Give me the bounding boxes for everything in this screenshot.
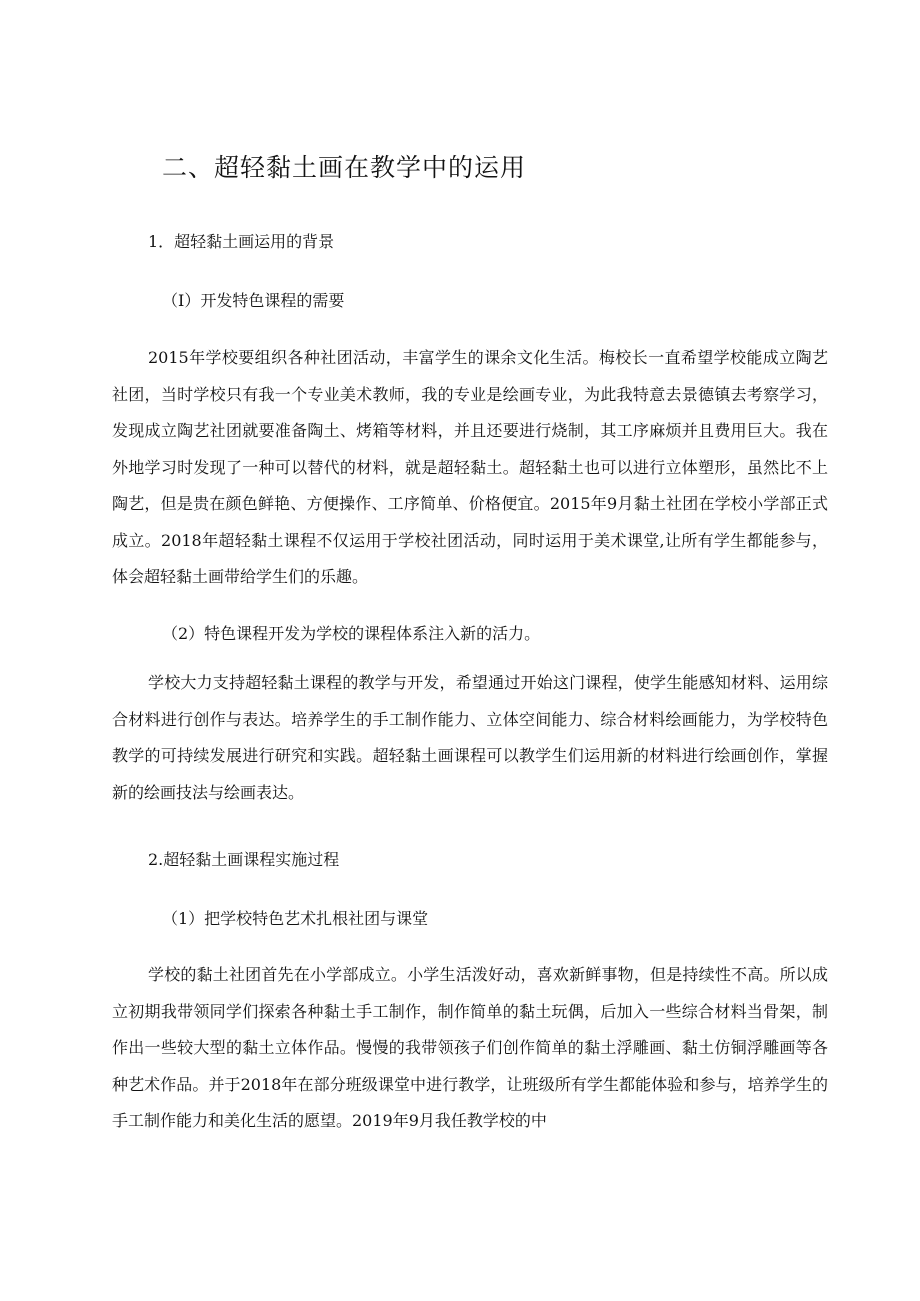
paragraph-rooting-art: 学校的黏土社团首先在小学部成立。小学生活泼好动，喜欢新鲜事物，但是持续性不高。所以成立初期我带领同学们探索各种黏土手工制作，制作简单的黏土玩偶，后加入一些综合材料当骨架，制作出一些较大型的黏土立体作品。慢慢的我带领孩子们创作简单的黏土浮雕画、黏土仿铜浮雕画等各种艺术作品。并于2018年在部分班级课堂中进行教学，让班级所有学生都能体验和参与，培养学生的手工制作能力和美化生活的愿望。2019年9月我任教学校的中 — [112, 965, 828, 1130]
subheading-rooting-art: （1）把学校特色艺术扎根社团与课堂 — [162, 909, 429, 928]
subsection-heading-implementation: 2.超轻黏土画课程实施过程 — [148, 850, 340, 869]
paragraph-course-need: 2015年学校要组织各种社团活动，丰富学生的课余文化生活。梅校长一直希望学校能成立陶艺社团，当时学校只有我一个专业美术教师，我的专业是绘画专业，为此我特意去景德镇去考察学习，发现成立陶艺社团就要准备陶土、烤箱等材料，并且还要进行烧制，其工序麻烦并且费用巨大。我在外地学习时发现了一种可以替代的材料，就是超轻黏土。超轻黏土也可以进行立体塑形，虽然比不上陶艺，但是贵在颜色鲜艳、方便操作、工序简单、价格便宜。2015年9月黏土社团在学校小学部正式成立。2018年超轻黏土课程不仅运用于学校社团活动，同时运用于美术课堂,让所有学生都能参与，体会超轻黏土画带给学生们的乐趣。 — [112, 348, 828, 586]
paragraph-curriculum-vitality: 学校大力支持超轻黏土课程的教学与开发，希望通过开始这门课程，使学生能感知材料、运用综合材料进行创作与表达。培养学生的手工制作能力、立体空间能力、综合材料绘画能力，为学校特色教学的可持续发展进行研究和实践。超轻黏土画课程可以教学生们运用新的材料进行绘画创作，掌握新的绘画技法与绘画表达。 — [112, 673, 828, 802]
section-title: 二、超轻黏土画在教学中的运用 — [162, 153, 527, 182]
subheading-course-need: （I）开发特色课程的需要 — [162, 291, 345, 310]
subsection-heading-background: 1．超轻黏土画运用的背景 — [148, 232, 335, 251]
subheading-curriculum-vitality: （2）特色课程开发为学校的课程体系注入新的活力。 — [162, 624, 541, 643]
